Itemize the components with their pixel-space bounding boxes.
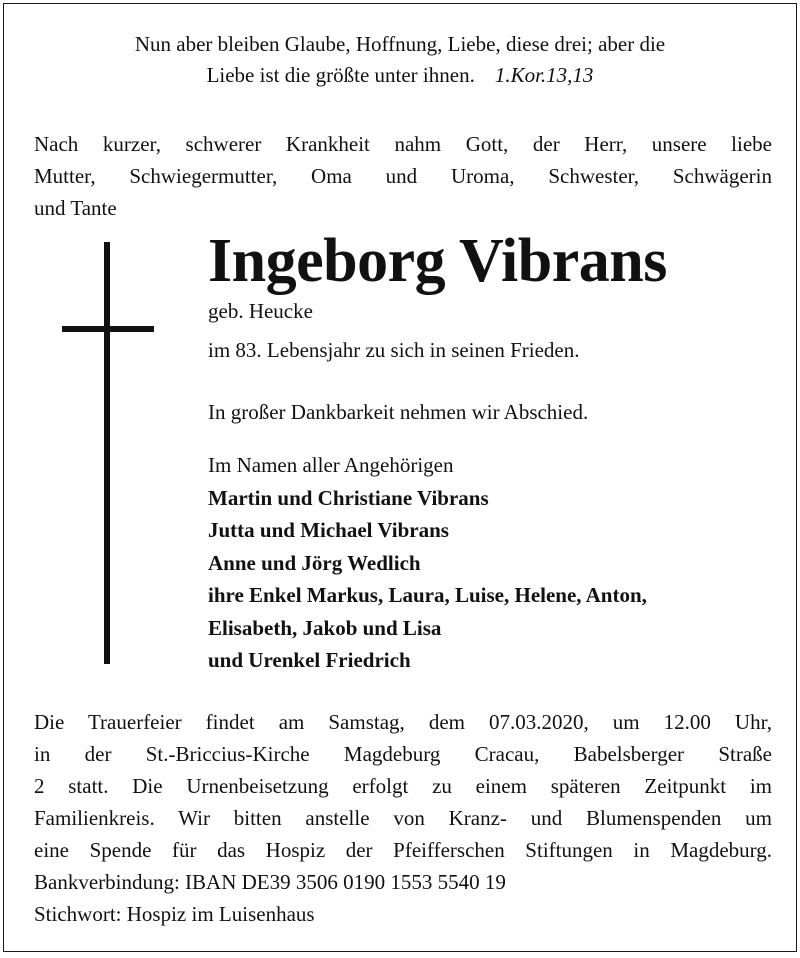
bank-details: Bankverbindung: IBAN DE39 3506 0190 1553 5540 19	[34, 870, 506, 894]
death-announcement	[34, 128, 772, 224]
mourner-name: Elisabeth, Jakob und Lisa	[208, 615, 442, 640]
mourner-name: Martin und Christiane Vibrans	[208, 485, 489, 510]
service-line-4: Familienkreis. Wir bitten anstelle von Kranz- und Blumenspenden um	[34, 806, 772, 830]
age-line: im 83. Lebensjahr zu sich in seinen Frieden.	[208, 338, 580, 362]
mourner-name: Anne und Jörg Wedlich	[208, 550, 421, 575]
verse-reference: 1.Kor.13,13	[494, 63, 594, 87]
mourners-list	[208, 449, 647, 677]
intro-line-1: Nach kurzer, schwerer Krankheit nahm Gott, der Herr, unsere liebe	[34, 132, 772, 156]
donation-keyword: Stichwort: Hospiz im Luisenhaus	[34, 902, 315, 926]
verse-line-2-text: Liebe ist die größte unter ihnen.	[206, 63, 475, 87]
service-line-3: 2 statt. Die Urnenbeisetzung erfolgt zu einem späteren Zeitpunkt im	[34, 774, 772, 798]
intro-line-3: und Tante	[34, 196, 117, 220]
deceased-name: Ingeborg Vibrans	[208, 227, 667, 295]
farewell-line: In großer Dankbarkeit nehmen wir Abschied.	[208, 400, 589, 424]
mourners-intro: Im Namen aller Angehörigen	[208, 453, 454, 477]
service-line-5: eine Spende für das Hospiz der Pfeifferschen Stiftungen in Magdeburg.	[34, 838, 772, 862]
mourner-name: Jutta und Michael Vibrans	[208, 518, 449, 542]
birth-name: geb. Heucke	[208, 299, 313, 323]
service-line-2: in der St.-Briccius-Kirche Magdeburg Cracau, Babelsberger Straße	[34, 742, 772, 766]
verse-line-1: Nun aber bleiben Glaube, Hoffnung, Liebe, diese drei; aber die	[134, 32, 666, 56]
service-line-1: Die Trauerfeier findet am Samstag, dem 07.03.2020, um 12.00 Uhr,	[34, 710, 772, 734]
mourner-name: und Urenkel Friedrich	[208, 648, 411, 672]
cross-vertical-bar	[104, 242, 110, 664]
funeral-service-info	[34, 706, 772, 930]
bible-verse	[24, 29, 776, 91]
obituary-notice	[3, 3, 797, 952]
cross-horizontal-bar	[62, 326, 154, 332]
verse-line-2	[24, 60, 776, 91]
mourner-name: ihre Enkel Markus, Laura, Luise, Helene, Anton,	[208, 583, 647, 607]
intro-line-2: Mutter, Schwiegermutter, Oma und Uroma, Schwester, Schwägerin	[34, 164, 772, 188]
